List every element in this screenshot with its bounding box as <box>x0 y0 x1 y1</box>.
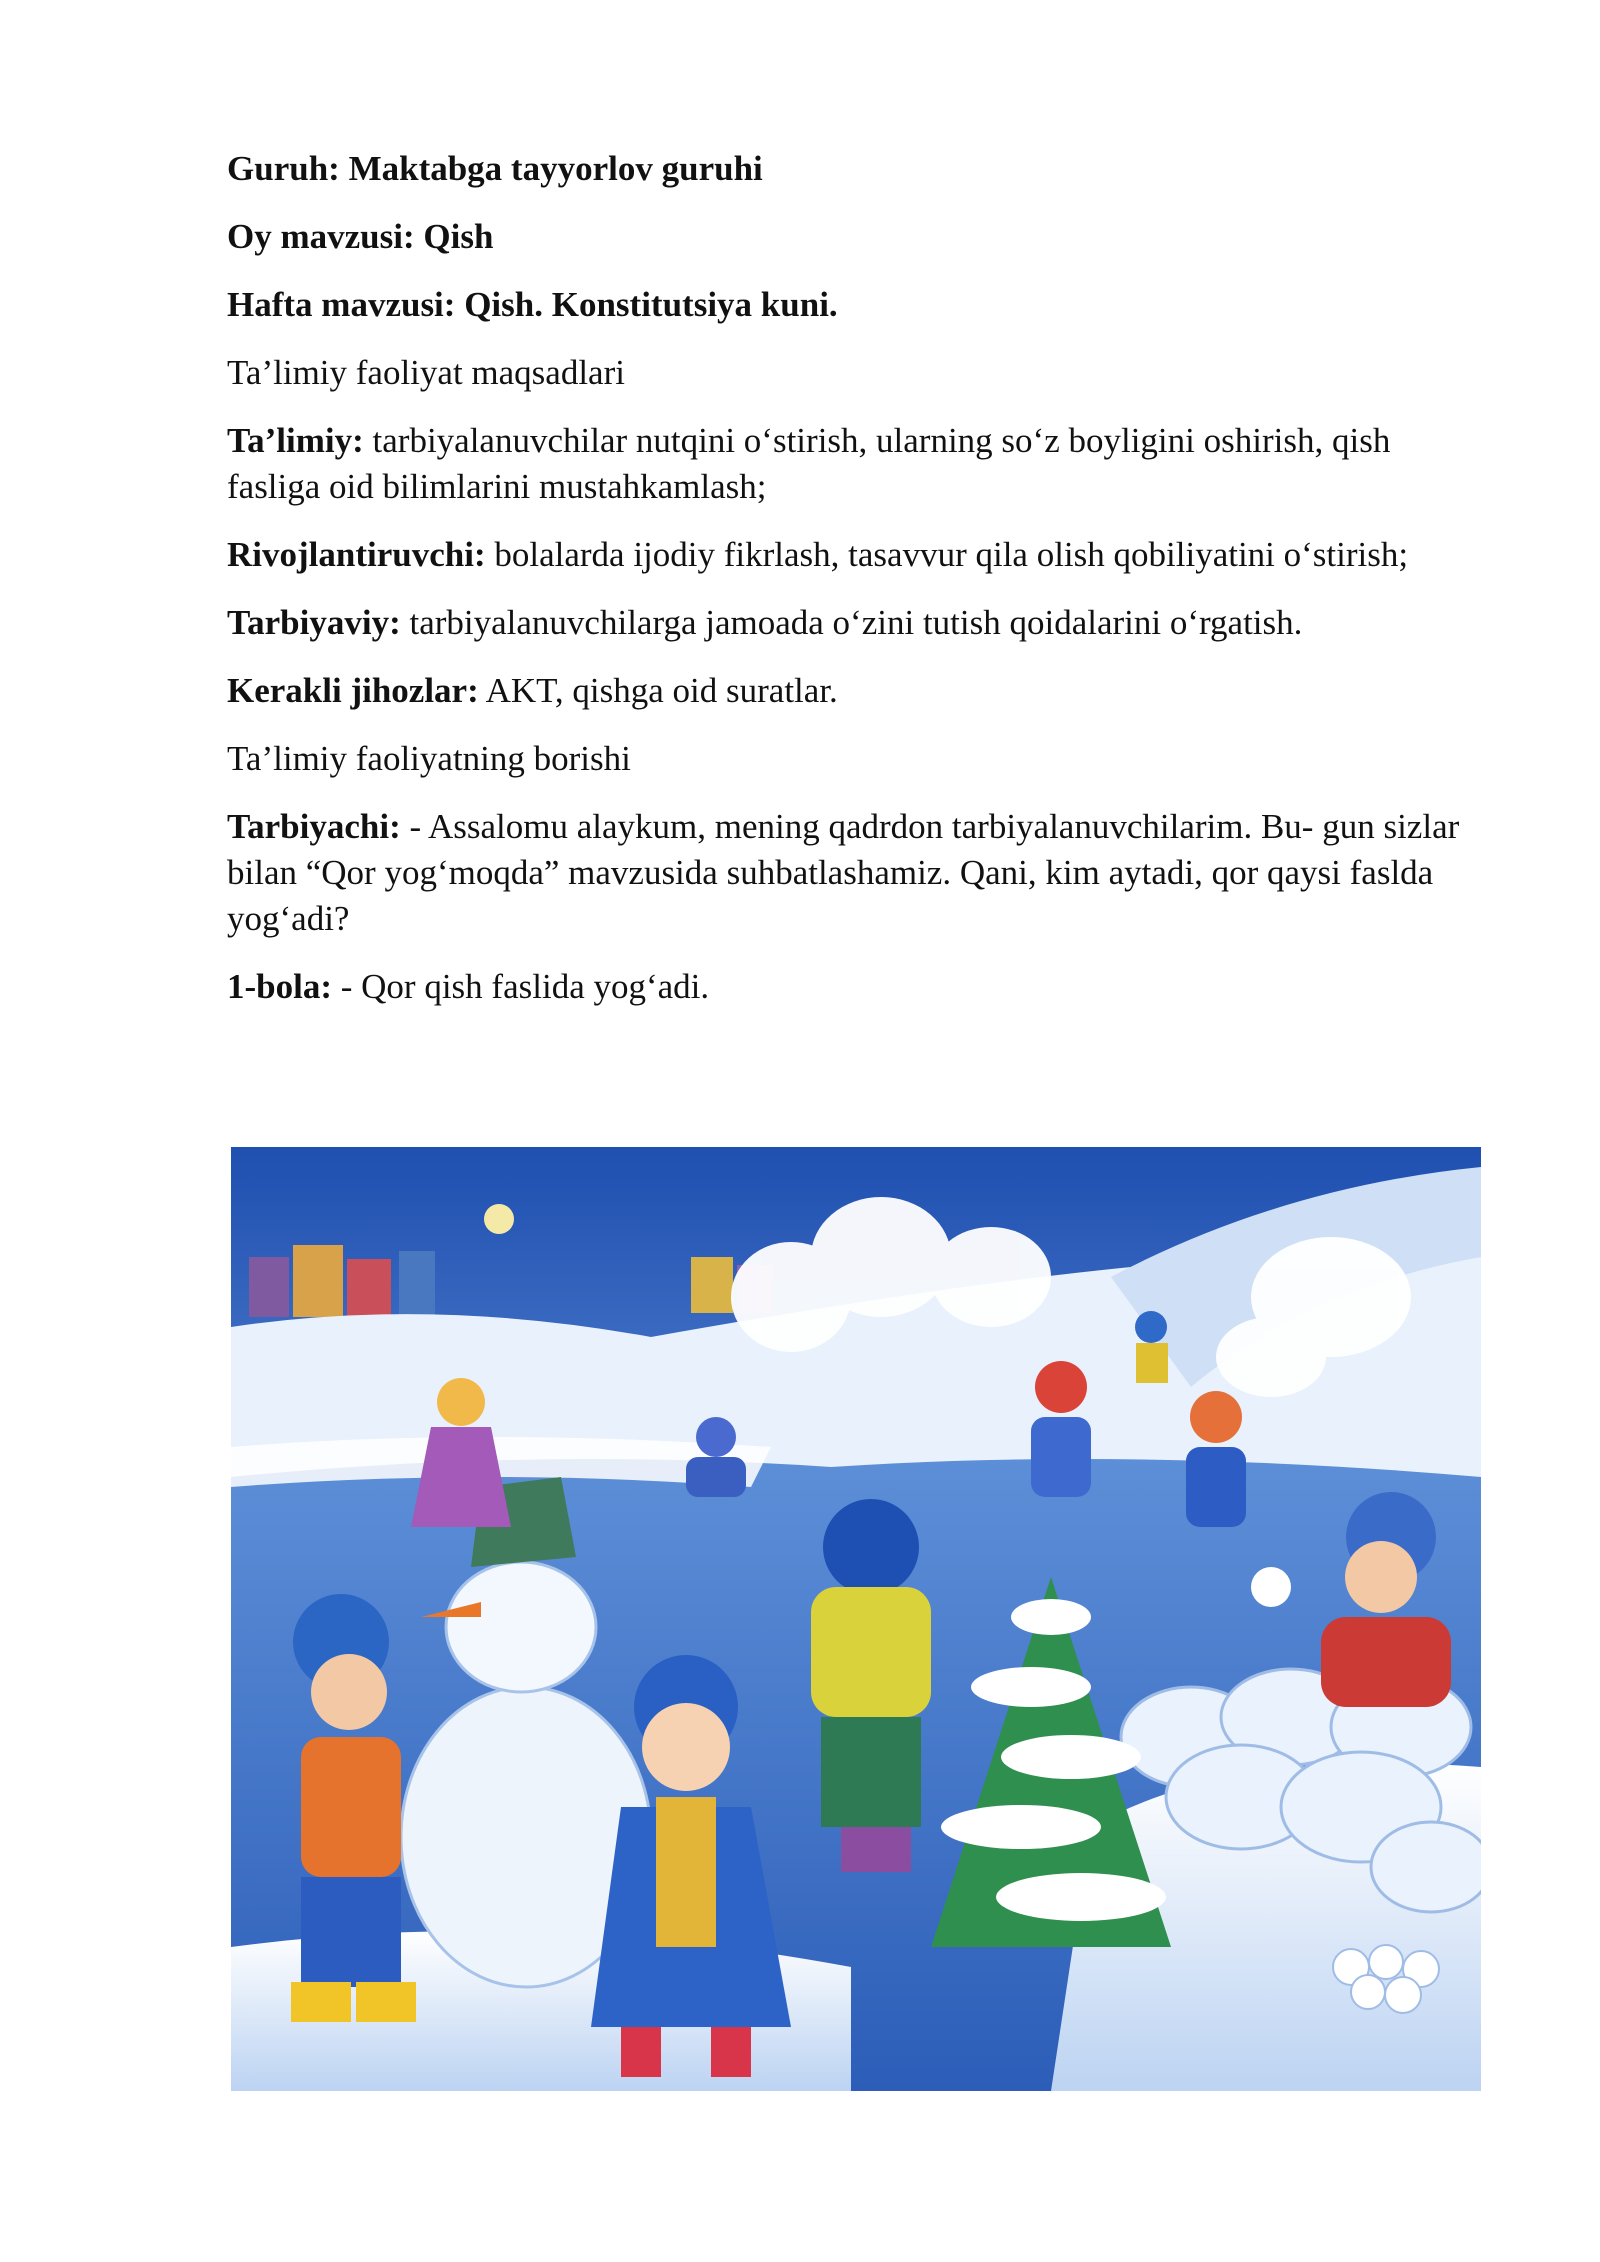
process-heading: Ta’limiy faoliyatning borishi <box>227 739 631 778</box>
dialogue-speaker: Tarbiyachi: <box>227 807 401 846</box>
week-topic-value: Qish. Konstitutsiya kuni. <box>464 285 838 324</box>
week-topic-label: Hafta mavzusi: <box>227 285 456 324</box>
equipment-label: Kerakli jihozlar: <box>227 671 479 710</box>
upbringing-goal-label: Tarbiyaviy: <box>227 603 401 642</box>
upbringing-goal-text: tarbiyalanuvchilarga jamoada o‘zini tutish qoidalarini o‘rgatish. <box>400 603 1303 642</box>
educational-goal <box>227 418 1487 510</box>
equipment-text: AKT, qishga oid suratlar. <box>478 671 838 710</box>
developmental-goal <box>227 532 1487 578</box>
group-line <box>227 146 1487 192</box>
educational-goal-label: Ta’limiy: <box>227 421 364 460</box>
group-value: Maktabga tayyorlov guruhi <box>348 149 763 188</box>
dialogue-line-teacher <box>227 804 1487 942</box>
month-topic-line <box>227 214 1487 260</box>
upbringing-goal <box>227 600 1487 646</box>
developmental-goal-label: Rivojlantiruvchi: <box>227 535 486 574</box>
group-label: Guruh: <box>227 149 340 188</box>
goals-heading: Ta’limiy faoliyat maqsadlari <box>227 353 625 392</box>
dialogue-text: - Assalomu alaykum, mening qadrdon tarbiyalanuvchilarim. Bu- gun sizlar bilan “Qor yog‘moqda” mavzusida suhbatlashamiz. Qani, kim aytadi, qor qaysi faslda yog‘adi? <box>227 807 1460 938</box>
lesson-plan-text <box>227 146 1487 1032</box>
educational-goal-text: tarbiyalanuvchilar nutqini o‘stirish, ularning so‘z boyligini oshirish, qish fasliga oid bilimlarini mustahkamlash; <box>227 421 1391 506</box>
dialogue-line-child <box>227 964 1487 1010</box>
equipment-line <box>227 668 1487 714</box>
dialogue-speaker: 1-bola: <box>227 967 332 1006</box>
developmental-goal-text: bolalarda ijodiy fikrlash, tasavvur qila olish qobiliyatini o‘stirish; <box>485 535 1409 574</box>
month-topic-label: Oy mavzusi: <box>227 217 415 256</box>
dialogue-text: - Qor qish faslida yog‘adi. <box>332 967 710 1006</box>
week-topic-line <box>227 282 1487 328</box>
winter-scene-illustration <box>231 1147 1481 2091</box>
child-yellow-jacket <box>811 1499 931 1872</box>
winter-scene-image <box>231 1147 1481 2091</box>
month-topic-value: Qish <box>423 217 494 256</box>
